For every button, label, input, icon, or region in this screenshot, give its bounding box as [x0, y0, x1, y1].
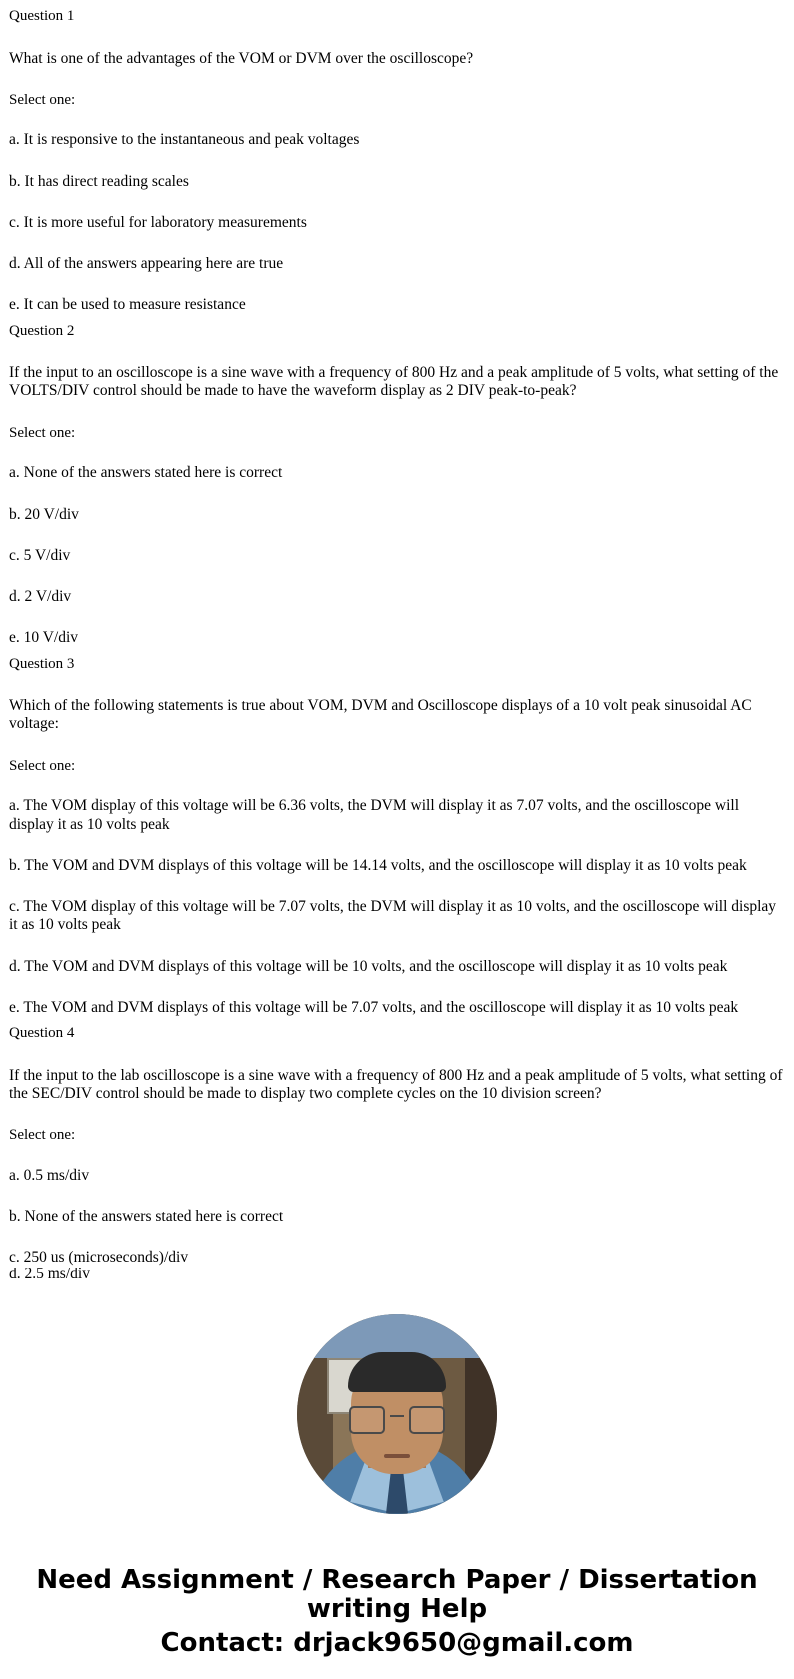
question-text: Which of the following statements is true about VOM, DVM and Oscilloscope displays of a 10 volt peak sinusoidal AC voltage:: [9, 697, 752, 733]
document-page: [0, 8, 794, 1679]
question-text: If the input to the lab oscilloscope is a sine wave with a frequency of 800 Hz and a peak amplitude of 5 volts, what setting of the SEC/DIV control should be made to display two complete cycles on the 10 division screen?: [9, 1066, 783, 1102]
question-text: If the input to an oscilloscope is a sine wave with a frequency of 800 Hz and a peak amplitude of 5 volts, what setting of the VOLTS/DIV control should be made to have the waveform display as 2 DIV peak-to-peak?: [9, 364, 779, 400]
select-one-label: Select one:: [9, 757, 76, 774]
answer-option[interactable]: c. 250 us (microseconds)/div: [9, 1249, 189, 1267]
question-block: [9, 8, 785, 315]
avatar-glasses-bridge: [390, 1415, 404, 1417]
answer-option[interactable]: a. None of the answers stated here is correct: [9, 464, 283, 482]
promo-headline-line1: Need Assignment / Research Paper / Dissertation: [36, 1564, 758, 1595]
promo-headline-line2: writing Help: [306, 1594, 488, 1625]
question-block: [9, 323, 785, 648]
answer-option[interactable]: c. The VOM display of this voltage will be 7.07 volts, the DVM will display it as 10 volts, and the oscilloscope will display it as 10 volts peak: [9, 898, 777, 934]
answer-option[interactable]: d. The VOM and DVM displays of this voltage will be 10 volts, and the oscilloscope will display it as 10 volts peak: [9, 957, 728, 975]
answer-option[interactable]: e. It can be used to measure resistance: [9, 296, 246, 314]
question-text: What is one of the advantages of the VOM or DVM over the oscilloscope?: [9, 49, 474, 67]
question-number: Question 2: [9, 322, 75, 339]
select-one-label: Select one:: [9, 91, 76, 108]
promo-contact: Contact: drjack9650@gmail.com: [160, 1628, 634, 1659]
avatar-glasses-left: [349, 1406, 385, 1434]
answer-option[interactable]: b. None of the answers stated here is correct: [9, 1208, 284, 1226]
answer-option[interactable]: c. 5 V/div: [9, 546, 71, 564]
avatar-hair: [348, 1352, 446, 1392]
select-one-label: Select one:: [9, 1127, 76, 1144]
question-number: Question 3: [9, 655, 75, 672]
clipped-option-row: [9, 1268, 785, 1296]
answer-option[interactable]: d. 2 V/div: [9, 588, 72, 606]
answer-option[interactable]: e. The VOM and DVM displays of this voltage will be 7.07 volts, and the oscilloscope will display it as 10 volts peak: [9, 998, 739, 1016]
question-number: Question 4: [9, 1025, 75, 1042]
answer-option[interactable]: a. 0.5 ms/div: [9, 1166, 90, 1184]
avatar: [297, 1314, 497, 1514]
answer-option[interactable]: c. It is more useful for laboratory measurements: [9, 213, 307, 231]
question-block: [9, 1025, 785, 1295]
answer-option[interactable]: d. All of the answers appearing here are true: [9, 255, 284, 273]
answer-option[interactable]: a. It is responsive to the instantaneous and peak voltages: [9, 131, 360, 149]
question-block: [9, 656, 785, 1018]
answer-option[interactable]: d. 2.5 ms/div: [9, 1267, 90, 1282]
promo-block: [9, 1314, 785, 1679]
answer-option[interactable]: b. 20 V/div: [9, 505, 79, 523]
answer-option[interactable]: b. The VOM and DVM displays of this voltage will be 14.14 volts, and the oscilloscope will display it as 10 volts peak: [9, 856, 747, 874]
avatar-mouth: [384, 1454, 410, 1458]
question-number: Question 1: [9, 8, 75, 24]
answer-option[interactable]: e. 10 V/div: [9, 629, 79, 647]
select-one-label: Select one:: [9, 424, 76, 441]
answer-option[interactable]: a. The VOM display of this voltage will be 6.36 volts, the DVM will display it as 7.07 volts, and the oscilloscope will display it as 10 volts peak: [9, 797, 740, 833]
avatar-glasses-right: [409, 1406, 445, 1434]
answer-option[interactable]: b. It has direct reading scales: [9, 172, 189, 190]
